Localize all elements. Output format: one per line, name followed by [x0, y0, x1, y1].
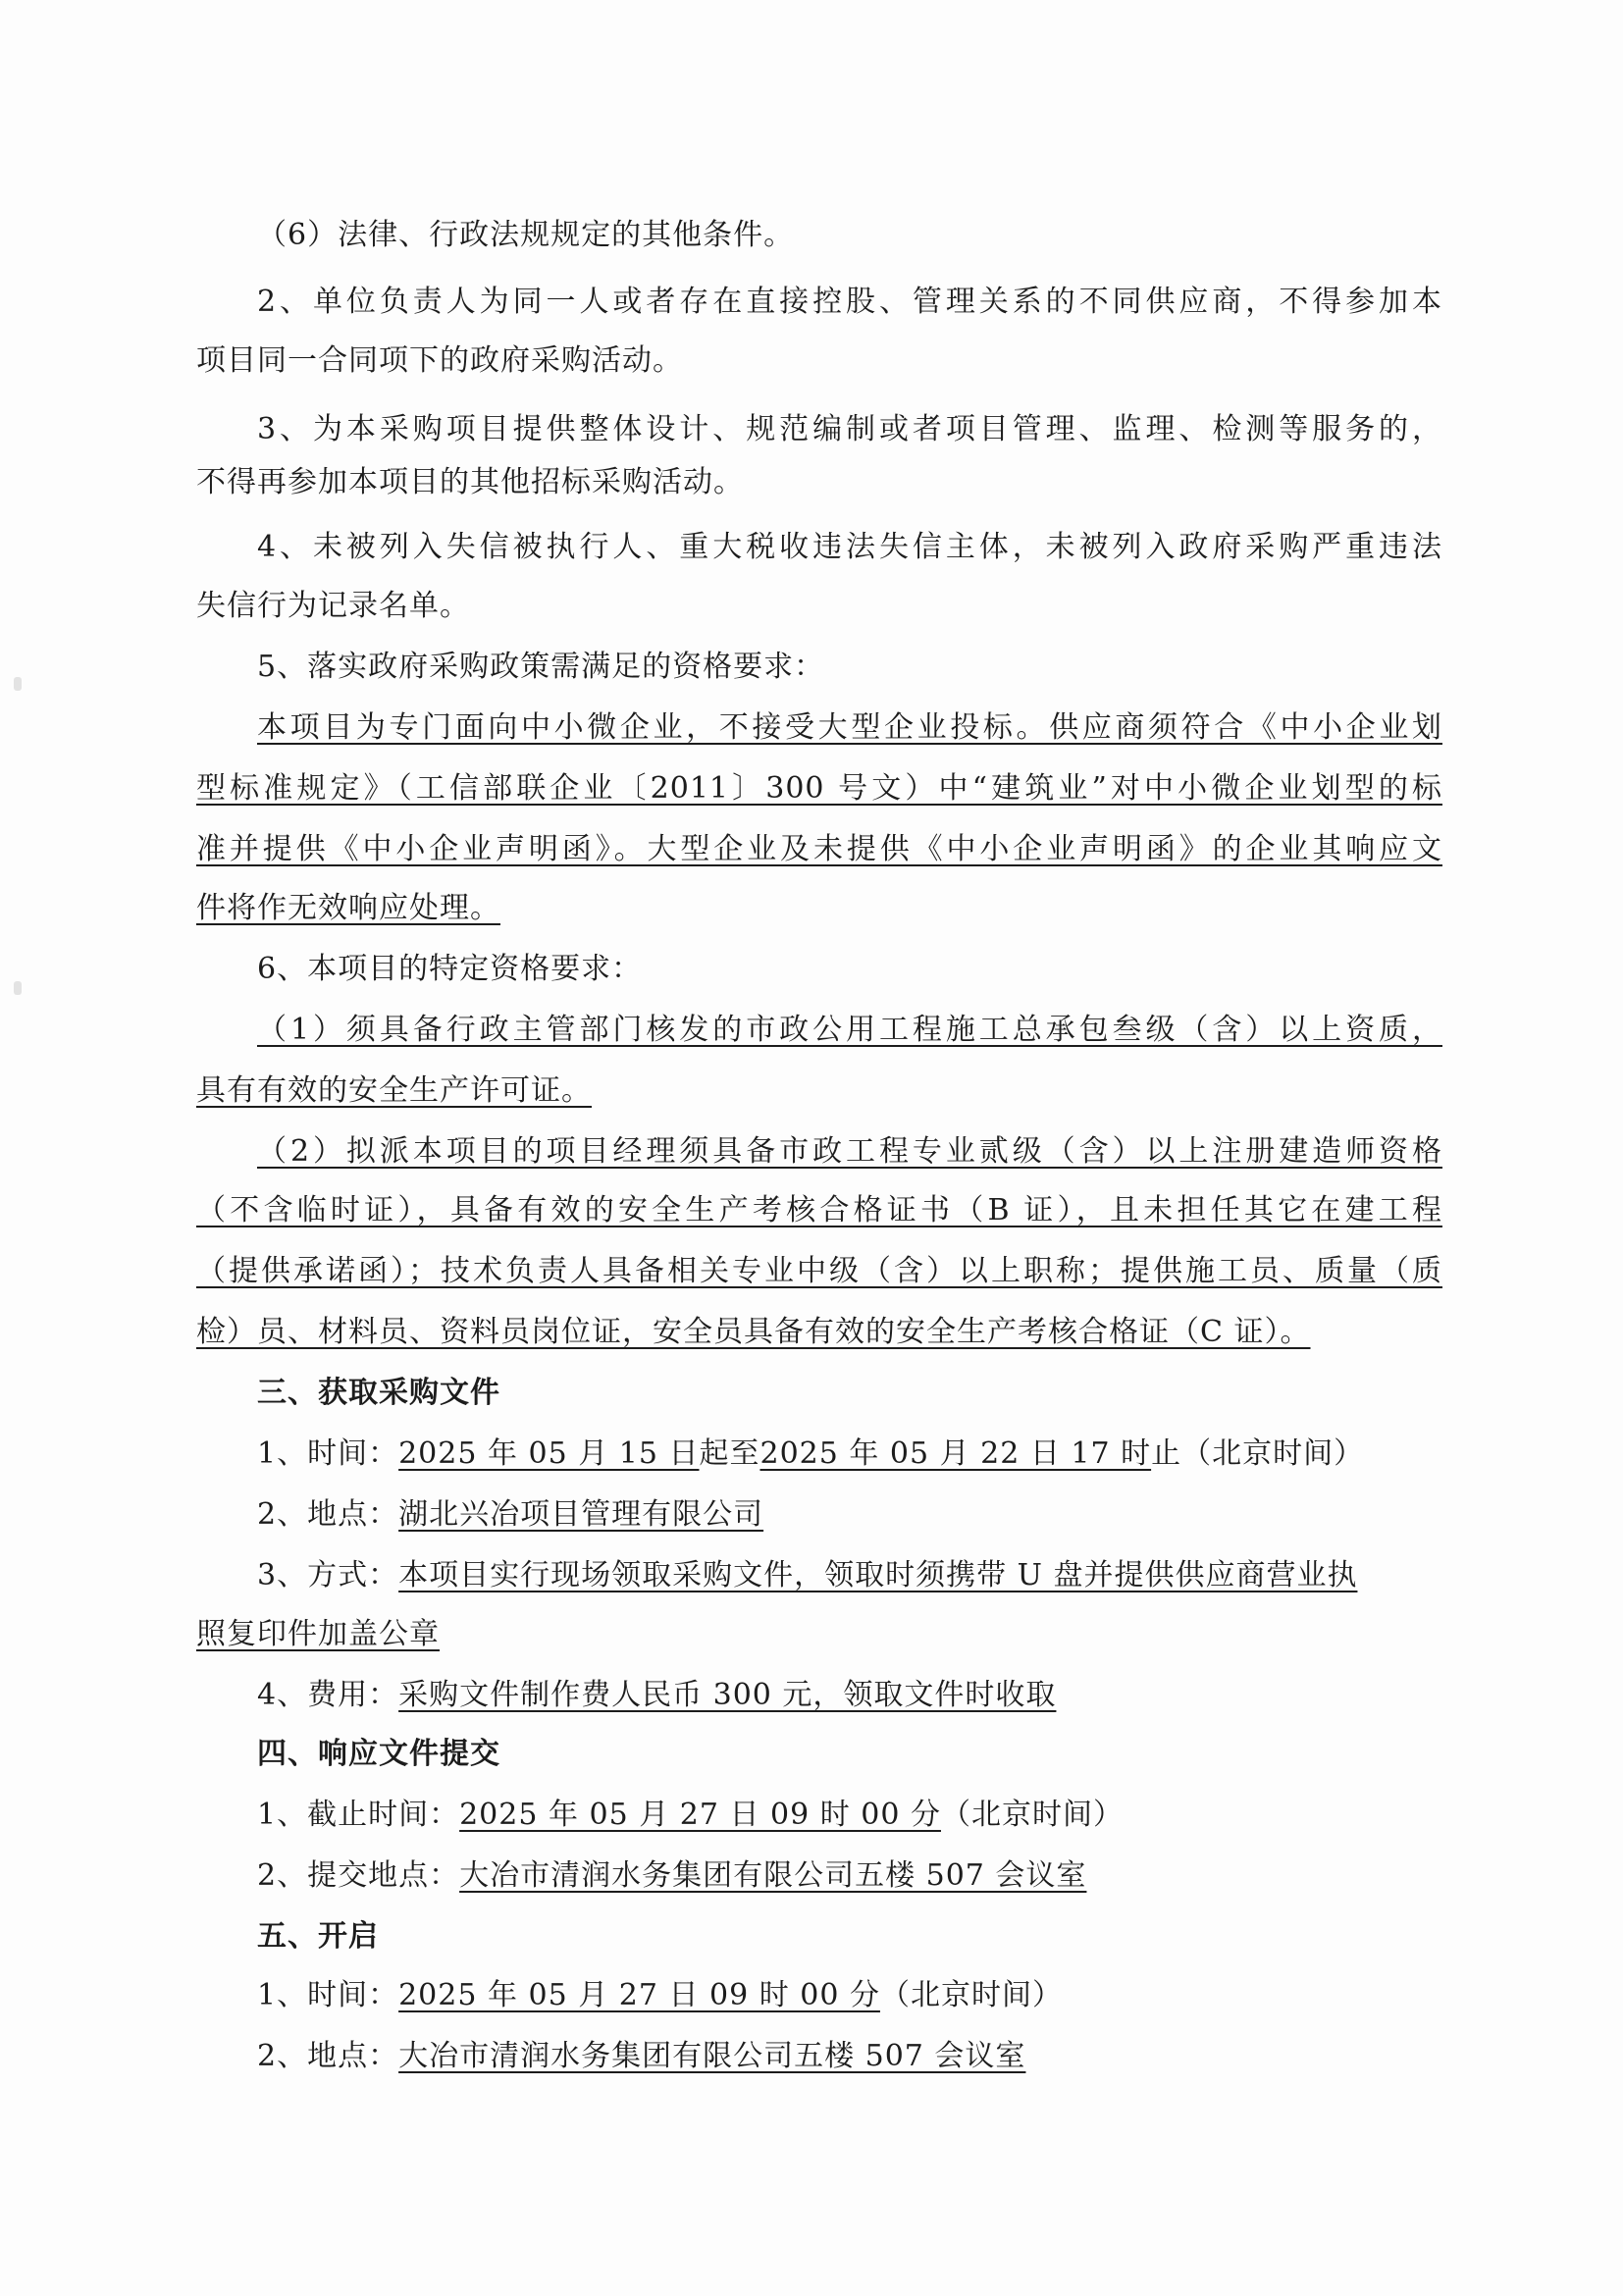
sec4-deadline-value: 2025 年 05 月 27 日 09 时 00 分	[459, 1798, 941, 1832]
sec4-deadline-label: 1、截止时间：	[257, 1798, 460, 1832]
req-5-line4: 件将作无效响应处理。	[196, 891, 500, 925]
scan-artifact	[14, 677, 22, 691]
sec3-method-line2: 照复印件加盖公章	[196, 1617, 440, 1651]
sec5-time-value: 2025 年 05 月 27 日 09 时 00 分	[398, 1978, 880, 2012]
sec5-place-label: 2、地点：	[257, 2039, 399, 2073]
sec3-time-row	[257, 1435, 1364, 1474]
req-6-2-line2: （不含临时证），具备有效的安全生产考核合格证书（B 证），且未担任其它在建工程	[196, 1193, 1442, 1227]
section-4-heading: 四、响应文件提交	[257, 1737, 500, 1771]
req-6-2-line1: （2）拟派本项目的项目经理须具备市政工程专业贰级（含）以上注册建造师资格	[257, 1134, 1442, 1169]
req-6-2-line4: 检）员、材料员、资料员岗位证，安全员具备有效的安全生产考核合格证（C 证）。	[196, 1315, 1311, 1349]
sec4-place-row	[257, 1856, 1086, 1896]
sec5-place-value: 大冶市清润水务集团有限公司五楼 507 会议室	[398, 2039, 1026, 2073]
req-6-2-line3: （提供承诺函）；技术负责人具备相关专业中级（含）以上职称；提供施工员、质量（质	[196, 1254, 1442, 1288]
sec3-method-row	[257, 1556, 1442, 1595]
req-5-line3: 准并提供《中小企业声明函》。大型企业及未提供《中小企业声明函》的企业其响应文	[196, 832, 1442, 866]
req-6-1-line2: 具有有效的安全生产许可证。	[196, 1073, 592, 1108]
sec4-place-value: 大冶市清润水务集团有限公司五楼 507 会议室	[459, 1858, 1087, 1893]
sec3-time-mid: 起至	[699, 1436, 760, 1471]
sec4-deadline-tail: （北京时间）	[940, 1798, 1124, 1832]
req-3-line2: 不得再参加本项目的其他招标采购活动。	[196, 465, 744, 499]
sec3-time-start: 2025 年 05 月 15 日	[398, 1436, 700, 1471]
sec3-time-label: 1、时间：	[257, 1436, 399, 1471]
sec5-place-row	[257, 2037, 1025, 2076]
sec3-time-tail: 止（北京时间）	[1151, 1436, 1365, 1471]
req-3-line1: 3、为本采购项目提供整体设计、规范编制或者项目管理、监理、检测等服务的，	[257, 412, 1442, 446]
req-2-line2: 项目同一合同项下的政府采购活动。	[196, 343, 683, 378]
sec5-time-tail: （北京时间）	[879, 1978, 1063, 2012]
req-5-line2: 型标准规定》（工信部联企业〔2011〕300 号文）中“建筑业”对中小微企业划型的标	[196, 771, 1442, 806]
sec3-place-value: 湖北兴冶项目管理有限公司	[398, 1497, 764, 1532]
sec3-time-end: 2025 年 05 月 22 日 17 时	[759, 1436, 1152, 1471]
sec3-fee-row	[257, 1676, 1056, 1715]
req-4-line2: 失信行为记录名单。	[196, 589, 470, 623]
scan-artifact	[14, 981, 22, 995]
sec3-place-row	[257, 1495, 763, 1535]
section-5-heading: 五、开启	[257, 1919, 379, 1954]
req-4-line1: 4、未被列入失信被执行人、重大税收违法失信主体，未被列入政府采购严重违法	[257, 530, 1442, 564]
req-6-1-line1: （1）须具备行政主管部门核发的市政公用工程施工总承包叁级（含）以上资质，	[257, 1013, 1442, 1047]
sec5-time-label: 1、时间：	[257, 1978, 399, 2012]
req-2-line1: 2、单位负责人为同一人或者存在直接控股、管理关系的不同供应商，不得参加本	[257, 285, 1442, 319]
sec3-place-label: 2、地点：	[257, 1497, 399, 1532]
sec3-method-line1: 本项目实行现场领取采购文件，领取时须携带 U 盘并提供供应商营业执	[398, 1558, 1358, 1592]
sec4-deadline-row	[257, 1796, 1124, 1835]
req-5-line1: 本项目为专门面向中小微企业，不接受大型企业投标。供应商须符合《中小企业划	[257, 710, 1442, 745]
section-3-heading: 三、获取采购文件	[257, 1376, 500, 1410]
sec5-time-row	[257, 1976, 1063, 2015]
sec4-place-label: 2、提交地点：	[257, 1858, 460, 1893]
req-6-title: 6、本项目的特定资格要求：	[257, 952, 643, 986]
req-5-title: 5、落实政府采购政策需满足的资格要求：	[257, 650, 825, 684]
req-item-6-legal: （6）法律、行政法规规定的其他条件。	[257, 218, 795, 252]
sec3-fee-value: 采购文件制作费人民币 300 元，领取文件时收取	[398, 1678, 1057, 1712]
sec3-method-label: 3、方式：	[257, 1558, 399, 1592]
sec3-fee-label: 4、费用：	[257, 1678, 399, 1712]
